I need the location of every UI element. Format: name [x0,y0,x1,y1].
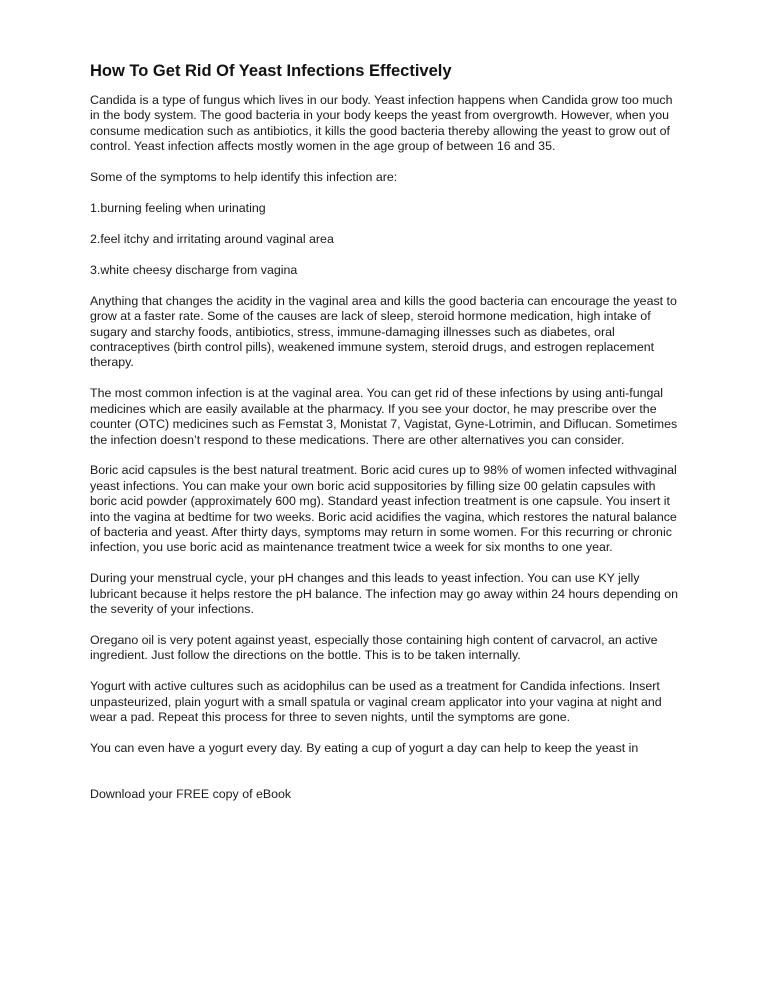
paragraph-symptoms-lead: Some of the symptoms to help identify this infection are: [90,170,398,185]
paragraph-yogurt-treatment: Yogurt with active cultures such as acidophilus can be used as a treatment for Candida infections. Insert unpasteurized, plain yogurt with a small spatula or vaginal cream applicator into your vagina at night and wear a pad. Repeat this process for three to seven nights, until the symptoms are gone. [90,679,662,725]
symptom-item-3: 3.white cheesy discharge from vagina [90,262,298,277]
paragraph-menstrual-cycle: During your menstrual cycle, your pH changes and this leads to yeast infection. You can use KY jelly lubricant because it helps restore the pH balance. The infection may go away within 24 hours depending on the severity of your infections. [90,571,679,617]
page-title: How To Get Rid Of Yeast Infections Effectively [90,62,452,80]
paragraph-yogurt-daily: You can even have a yogurt every day. By eating a cup of yogurt a day can help to keep the yeast in [90,741,639,756]
symptom-item-1: 1.burning feeling when urinating [90,201,266,216]
paragraph-medicines: The most common infection is at the vaginal area. You can get rid of these infections by using anti-fungal medicines which are easily available at the pharmacy. If you see your doctor, he may prescribe over the counter (OTC) medicines such as Femstat 3, Monistat 7, Vagistat, Gyne-Lotrimin, and Diflucan. Sometimes the infection doesn’t respond to these medications. There are other alternatives you can consider. [90,386,678,447]
paragraph-intro: Candida is a type of fungus which lives in our body. Yeast infection happens when Candida grow too much in the body system. The good bacteria in your body keeps the yeast from overgrowth. However, when you consume medication such as antibiotics, it kills the good bacteria thereby allowing the yeast to grow out of control. Yeast infection affects mostly women in the age group of between 16 and 35. [90,93,673,154]
paragraph-causes: Anything that changes the acidity in the vaginal area and kills the good bacteria can encourage the yeast to grow at a faster rate. Some of the causes are lack of sleep, steroid hormone medication, high intake of sugary and starchy foods, antibiotics, stress, immune-damaging illnesses such as diabetes, oral contraceptives (birth control pills), weakened immune system, steroid drugs, and estrogen replacement therapy. [90,293,677,370]
paragraph-boric-acid: Boric acid capsules is the best natural treatment. Boric acid cures up to 98% of women infected withvaginal yeast infections. You can make your own boric acid suppositories by filling size 00 gelatin capsules with boric acid powder (approximately 600 mg). Standard yeast infection treatment is one capsule. You insert it into the vagina at bedtime for two weeks. Boric acid acidifies the vagina, which restores the natural balance of bacteria and yeast. After thirty days, symptoms may return in some women. For this recurring or chronic infection, you use boric acid as maintenance treatment twice a week for six months to one year. [90,463,677,555]
paragraph-oregano-oil: Oregano oil is very potent against yeast, especially those containing high content of carvacrol, an active ingredient. Just follow the directions on the bottle. This is to be taken internally. [90,633,658,663]
download-ebook-text: Download your FREE copy of eBook [90,786,292,801]
document-page [90,60,680,817]
symptom-item-2: 2.feel itchy and irritating around vaginal area [90,231,334,246]
